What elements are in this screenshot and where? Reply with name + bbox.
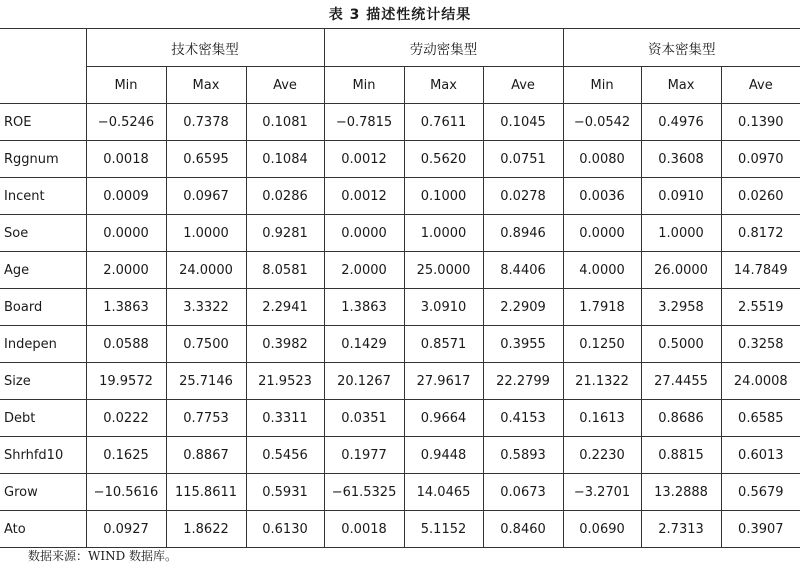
table-title: 表 3 描述性统计结果	[328, 7, 472, 23]
table-cell: 0.1045	[483, 104, 563, 141]
table-cell: 8.4406	[483, 252, 563, 289]
table-cell: 0.0927	[86, 511, 166, 548]
row-label: Board	[0, 289, 86, 326]
table-cell: 21.1322	[563, 363, 641, 400]
table-cell: 3.0910	[404, 289, 483, 326]
table-cell: 0.6585	[721, 400, 800, 437]
table-row	[0, 289, 800, 326]
table-row	[0, 178, 800, 215]
table-cell: 1.0000	[404, 215, 483, 252]
group-header-labor: 劳动密集型	[324, 29, 563, 67]
table-cell: 0.0690	[563, 511, 641, 548]
row-label: Age	[0, 252, 86, 289]
table-cell: 0.3258	[721, 326, 800, 363]
table-cell: 0.3907	[721, 511, 800, 548]
table-cell: 0.7753	[166, 400, 246, 437]
table-cell: 20.1267	[324, 363, 404, 400]
table-cell: −0.7815	[324, 104, 404, 141]
table-body	[0, 104, 800, 548]
table-row	[0, 141, 800, 178]
table-cell: 13.2888	[641, 474, 721, 511]
table-row	[0, 437, 800, 474]
row-label: Ato	[0, 511, 86, 548]
table-cell: 0.5931	[246, 474, 324, 511]
table-cell: 0.9664	[404, 400, 483, 437]
table-cell: −3.2701	[563, 474, 641, 511]
table-cell: 0.1625	[86, 437, 166, 474]
table-cell: 1.0000	[641, 215, 721, 252]
table-cell: 0.9448	[404, 437, 483, 474]
table-cell: 0.0967	[166, 178, 246, 215]
table-cell: 2.2909	[483, 289, 563, 326]
table-cell: 0.2230	[563, 437, 641, 474]
table-cell: 2.0000	[324, 252, 404, 289]
subheader-min: Min	[563, 67, 641, 104]
table-cell: 1.7918	[563, 289, 641, 326]
table-cell: 0.3311	[246, 400, 324, 437]
table-cell: 0.7500	[166, 326, 246, 363]
table-cell: 0.0970	[721, 141, 800, 178]
table-cell: 0.0012	[324, 141, 404, 178]
table-cell: 0.8815	[641, 437, 721, 474]
table-cell: 0.7611	[404, 104, 483, 141]
table-cell: 0.0000	[324, 215, 404, 252]
table-cell: 0.0260	[721, 178, 800, 215]
corner-cell	[0, 29, 86, 104]
subheader-min: Min	[86, 67, 166, 104]
table-cell: 0.3608	[641, 141, 721, 178]
table-row	[0, 215, 800, 252]
table-cell: 26.0000	[641, 252, 721, 289]
table-row	[0, 326, 800, 363]
table-cell: 0.5456	[246, 437, 324, 474]
table-cell: 0.0036	[563, 178, 641, 215]
table-cell: 0.0080	[563, 141, 641, 178]
table-cell: 0.1084	[246, 141, 324, 178]
table-cell: 0.0012	[324, 178, 404, 215]
table-cell: 0.8571	[404, 326, 483, 363]
table-cell: 0.6013	[721, 437, 800, 474]
table-cell: 0.5000	[641, 326, 721, 363]
group-header-tech: 技术密集型	[86, 29, 324, 67]
table-cell: 0.0018	[86, 141, 166, 178]
table-cell: 1.8622	[166, 511, 246, 548]
table-cell: 0.8867	[166, 437, 246, 474]
table-cell: 25.0000	[404, 252, 483, 289]
source-note: 数据来源：WIND 数据库。	[28, 549, 178, 563]
subheader-max: Max	[166, 67, 246, 104]
table-cell: 0.3955	[483, 326, 563, 363]
row-label: Debt	[0, 400, 86, 437]
table-cell: 5.1152	[404, 511, 483, 548]
table-row	[0, 474, 800, 511]
table-cell: 0.9281	[246, 215, 324, 252]
table-row	[0, 400, 800, 437]
table-row	[0, 363, 800, 400]
table-cell: 0.5620	[404, 141, 483, 178]
table-cell: 24.0008	[721, 363, 800, 400]
row-label: ROE	[0, 104, 86, 141]
table-cell: 0.7378	[166, 104, 246, 141]
subheader-ave: Ave	[721, 67, 800, 104]
table-cell: −0.0542	[563, 104, 641, 141]
row-label: Size	[0, 363, 86, 400]
table-row	[0, 511, 800, 548]
row-label: Shrhfd10	[0, 437, 86, 474]
table-cell: 0.0910	[641, 178, 721, 215]
table-cell: 22.2799	[483, 363, 563, 400]
table-cell: 4.0000	[563, 252, 641, 289]
subheader-ave: Ave	[483, 67, 563, 104]
table-cell: 0.1250	[563, 326, 641, 363]
table-cell: 0.0588	[86, 326, 166, 363]
table-cell: −10.5616	[86, 474, 166, 511]
table-cell: 0.1000	[404, 178, 483, 215]
group-header-capital: 资本密集型	[563, 29, 800, 67]
table-cell: 0.4153	[483, 400, 563, 437]
row-label: Grow	[0, 474, 86, 511]
table-cell: 2.0000	[86, 252, 166, 289]
table-cell: 0.0222	[86, 400, 166, 437]
table-cell: 0.4976	[641, 104, 721, 141]
table-cell: 21.9523	[246, 363, 324, 400]
subheader-max: Max	[641, 67, 721, 104]
table-cell: 0.1429	[324, 326, 404, 363]
table-cell: 0.8946	[483, 215, 563, 252]
table-cell: 3.2958	[641, 289, 721, 326]
table-cell: 0.5893	[483, 437, 563, 474]
table-cell: 0.0351	[324, 400, 404, 437]
table-cell: 115.8611	[166, 474, 246, 511]
table-cell: 0.1977	[324, 437, 404, 474]
table-cell: 0.0000	[563, 215, 641, 252]
table-cell: −61.5325	[324, 474, 404, 511]
row-label: Soe	[0, 215, 86, 252]
row-label: Rggnum	[0, 141, 86, 178]
table-cell: 0.0000	[86, 215, 166, 252]
table-cell: 2.5519	[721, 289, 800, 326]
table-cell: 14.0465	[404, 474, 483, 511]
table-cell: 24.0000	[166, 252, 246, 289]
table-cell: 8.0581	[246, 252, 324, 289]
table-cell: 27.4455	[641, 363, 721, 400]
subheader-max: Max	[404, 67, 483, 104]
table-cell: 1.3863	[86, 289, 166, 326]
table-cell: 19.9572	[86, 363, 166, 400]
table-cell: 0.8172	[721, 215, 800, 252]
table-cell: 3.3322	[166, 289, 246, 326]
table-cell: 0.1613	[563, 400, 641, 437]
row-label: Incent	[0, 178, 86, 215]
table-cell: 0.5679	[721, 474, 800, 511]
table-cell: 0.1390	[721, 104, 800, 141]
subheader-row	[0, 67, 800, 104]
table-cell: 2.2941	[246, 289, 324, 326]
table-cell: 0.8686	[641, 400, 721, 437]
table-cell: 0.0286	[246, 178, 324, 215]
table-cell: 1.3863	[324, 289, 404, 326]
table-cell: 0.0278	[483, 178, 563, 215]
table-cell: 27.9617	[404, 363, 483, 400]
table-cell: 0.6595	[166, 141, 246, 178]
table-cell: 0.0009	[86, 178, 166, 215]
table-row	[0, 104, 800, 141]
table-cell: 14.7849	[721, 252, 800, 289]
row-label: Indepen	[0, 326, 86, 363]
table-cell: 0.0018	[324, 511, 404, 548]
group-header-row	[0, 29, 800, 67]
table-cell: −0.5246	[86, 104, 166, 141]
table-cell: 0.0751	[483, 141, 563, 178]
table-cell: 0.0673	[483, 474, 563, 511]
table-row	[0, 252, 800, 289]
table-cell: 2.7313	[641, 511, 721, 548]
subheader-min: Min	[324, 67, 404, 104]
table-cell: 0.1081	[246, 104, 324, 141]
table-cell: 0.6130	[246, 511, 324, 548]
table-cell: 25.7146	[166, 363, 246, 400]
subheader-ave: Ave	[246, 67, 324, 104]
table-cell: 0.3982	[246, 326, 324, 363]
table-cell: 1.0000	[166, 215, 246, 252]
table-cell: 0.8460	[483, 511, 563, 548]
stats-table	[0, 28, 800, 548]
